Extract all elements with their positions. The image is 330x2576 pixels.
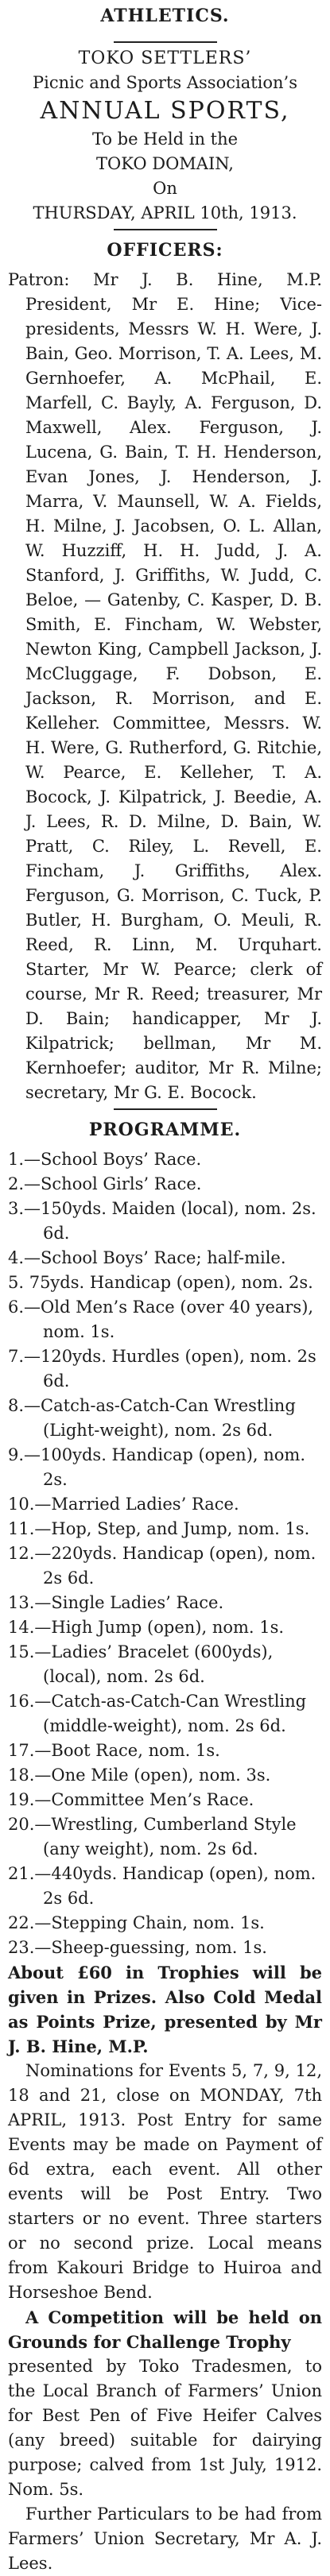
venue: TOKO DOMAIN, [96, 154, 234, 173]
programme-item: 5. 75yds. Handicap (open), nom. 2s. [8, 1273, 313, 1292]
programme-list [8, 1147, 322, 1960]
programme-item: 3.—150yds. Maiden (local), nom. 2s. 6d. [8, 1199, 316, 1243]
on-label: On [153, 179, 177, 198]
prizes-notice: About £60 in Trophies will be given in Prizes. Also Cold Medal as Points Prize, presented by Mr J. B. Hine, M.P. [8, 1963, 322, 2056]
programme-item: 20.—Wrestling, Cumberland Style (any weight), nom. 2s 6d. [8, 1815, 297, 1859]
competition-text: presented by Toko Tradesmen, to the Local Branch of Farmers’ Union for Best Pen of Five Heifer Calves (any breed) suitable for dairying purpose; calved from 1st July, 1912. Nom. 5s. [8, 2357, 322, 2499]
programme-item: 10.—Married Ladies’ Race. [8, 1495, 239, 1514]
competition-notice: A Competition will be held on Grounds for Challenge Trophy [8, 2307, 322, 2352]
nominations-text: Nominations for Events 5, 7, 9, 12, 18 and 21, close on MONDAY, 7th APRIL, 1913. Post Entry for same Events may be made on Payment of 6d extra, each event. All other events will be Post Entry. Two starters or no event. Three starters or no second prize. Local means from Kakouri Bridge to Huiroa and Horseshoe Bend. [8, 2061, 322, 2302]
programme-item: 11.—Hop, Step, and Jump, nom. 1s. [8, 1519, 310, 1538]
programme-item: 7.—120yds. Hurdles (open), nom. 2s 6d. [8, 1347, 316, 1390]
programme-item: 12.—220yds. Handicap (open), nom. 2s 6d. [8, 1544, 316, 1588]
rule-programme [114, 1108, 217, 1110]
to-be-held: To be Held in the [91, 130, 239, 149]
programme-item: 2.—School Girls’ Race. [8, 1174, 202, 1193]
org-name: TOKO SETTLERS’ [78, 48, 252, 68]
programme-item: 15.—Ladies’ Bracelet (600yds), (local), nom. 2s 6d. [8, 1642, 274, 1686]
officers-text: Patron: Mr J. B. Hine, M.P. President, Mr E. Hine; Vice-presidents, Messrs W. H. Were, J. Bain, Geo. Morrison, T. A. Lees, M. Gernhoefer, A. McPhail, E. Marfell, C. Bayly, A. Ferguson, D. Maxwell, Alex. Ferguson, J. Lucena, G. Bain, T. H. Henderson, Evan Jones, J. Henderson, J. Marra, V. Maunsell, W. A. Fields, H. Milne, J. Jacobsen, O. L. Allan, W. Huzziff, H. H. Judd, J. A. Stanford, J. Griffiths, W. Judd, C. Beloe, — Gatenby, C. Kasper, D. B. Smith, E. Fincham, W. Webster, Newton King, Campbell Jackson, J. McCluggage, F. Dobson, E. Jackson, R. Morrison, and E. Kelleher. Committee, Messrs. W. H. Were, G. Rutherford, G. Ritchie, W. Pearce, E. Kelleher, T. A. Bocock, J. Kilpatrick, J. Beedie, A. J. Lees, R. D. Milne, D. Bain, W. Pratt, C. Riley, L. Revell, E. Fincham, J. Griffiths, Alex. Ferguson, G. Morrison, C. Tuck, P. Butler, H. Burgham, O. Meuli, R. Reed, R. Linn, M. Urquhart. Starter, Mr W. Pearce; clerk of course, Mr R. Reed; treasurer, Mr D. Bain; handicapper, Mr J. Kilpatrick; bellman, Mr M. Kernhoefer; auditor, Mr R. Milne; secretary, Mr G. E. Bocock. [8, 270, 322, 1102]
programme-item: 14.—High Jump (open), nom. 1s. [8, 1618, 285, 1637]
event-date: THURSDAY, APRIL 10th, 1913. [33, 203, 297, 222]
programme-item: 21.—440yds. Handicap (open), nom. 2s 6d. [8, 1864, 316, 1908]
programme-item: 16.—Catch-as-Catch-Can Wrestling (middle-weight), nom. 2s 6d. [8, 1692, 307, 1735]
programme-item: 6.—Old Men’s Race (over 40 years), nom. 1s. [8, 1298, 314, 1341]
programme-item: 19.—Committee Men’s Race. [8, 1790, 254, 1809]
programme-item: 4.—School Boys’ Race; half-mile. [8, 1248, 286, 1267]
officers-heading: OFFICERS: [107, 240, 223, 261]
programme-item: 17.—Boot Race, nom. 1s. [8, 1741, 220, 1760]
programme-item: 1.—School Boys’ Race. [8, 1150, 202, 1169]
programme-heading: PROGRAMME. [88, 1120, 242, 1140]
programme-item: 8.—Catch-as-Catch-Can Wrestling (Light-weight), nom. 2s 6d. [8, 1396, 296, 1440]
programme-item: 9.—100yds. Handicap (open), nom. 2s. [8, 1445, 306, 1489]
programme-item: 23.—Sheep-guessing, nom. 1s. [8, 1938, 267, 1957]
programme-item: 22.—Stepping Chain, nom. 1s. [8, 1913, 265, 1932]
section-header: ATHLETICS. [100, 6, 230, 26]
top-rule [114, 41, 217, 43]
programme-item: 13.—Single Ladies’ Race. [8, 1593, 224, 1612]
programme-item: 18.—One Mile (open), nom. 3s. [8, 1766, 271, 1785]
further-particulars: Further Particulars to be had from Farmers’ Union Secretary, Mr A. J. Lees. [8, 2504, 322, 2573]
event-title: ANNUAL SPORTS, [40, 97, 290, 125]
org-line: Picnic and Sports Association’s [33, 73, 297, 92]
rule-officers [114, 229, 217, 230]
